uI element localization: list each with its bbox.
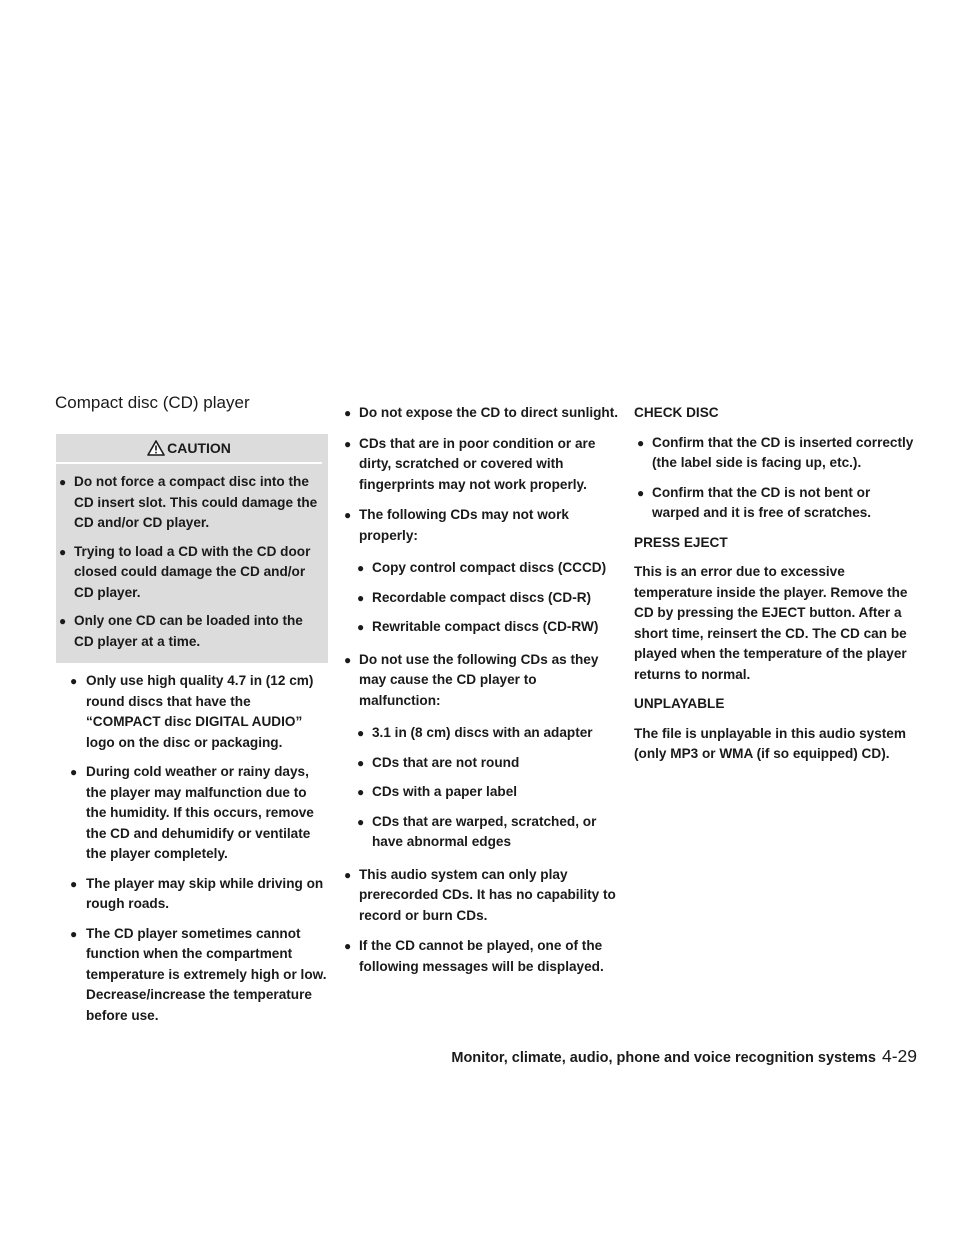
list-item: ● Do not use the following CDs as they may cause the CD player to malfunction: ● 3.1 in (8 cm) discs with an adapter ● CDs that are not round ● CDs with a paper label ● CDs that are warped, scratched, or have abnormal edges (341, 650, 620, 853)
bullet: ● (637, 485, 645, 500)
press-eject-heading: PRESS EJECT (634, 534, 728, 550)
bullet: ● (344, 406, 352, 420)
unplayable-heading: UNPLAYABLE (634, 696, 725, 711)
bullet: ● (637, 435, 645, 450)
bullet: ● (70, 876, 78, 891)
list-item: ● This audio system can only play prerecorded CDs. It has no capability to record or burn CDs. (344, 866, 616, 923)
sub-list-item: ● CDs that are not round (341, 753, 620, 774)
bullet: ● (357, 590, 365, 605)
list-item: ● Only use high quality 4.7 in (12 cm) round discs that have the “COMPACT disc DIGITAL AUDIO” logo on the disc or packaging. (70, 673, 314, 750)
sub-list-item: ● 3.1 in (8 cm) discs with an adapter (341, 723, 620, 744)
bullet: ● (344, 652, 352, 667)
list-item: ● CDs that are in poor condition or are dirty, scratched or covered with fingerprints may not work properly. (344, 435, 596, 492)
column-2 (341, 403, 620, 987)
section-title: Compact disc (CD) player (55, 393, 250, 412)
list-item: ● The CD player sometimes cannot function when the compartment temperature is extremely high or low. Decrease/increase the temperature before use. (70, 925, 327, 1023)
bullet: ● (70, 926, 78, 941)
sub-list-item: ● CDs with a paper label (341, 782, 620, 803)
bullet: ● (344, 508, 352, 522)
list-item: ● During cold weather or rainy days, the player may malfunction due to the humidity. If this occurs, remove the CD and dehumidify or ventilate the player completely. (70, 764, 314, 861)
sub-list-item: ● CDs that are warped, scratched, or have abnormal edges (357, 813, 597, 849)
bullet: ● (59, 614, 67, 628)
list-item: ● Do not expose the CD to direct sunlight. (341, 403, 620, 424)
bullet: ● (357, 814, 365, 829)
list-item: ● Confirm that the CD is not bent or warped and it is free of scratches. (637, 484, 872, 520)
bullet: ● (70, 765, 78, 779)
bullet: ● (70, 674, 78, 688)
sub-list-item: ● Recordable compact discs (CD-R) (341, 588, 620, 609)
check-disc-heading: CHECK DISC (634, 405, 719, 420)
list-item: ● The following CDs may not work properly: ● Copy control compact discs (CCCD) ● Recordable compact discs (CD-R) ● Rewritable compact discs (CD-RW) (341, 505, 620, 638)
press-eject-text: This is an error due to excessive temperature inside the player. Remove the CD by pressing the EJECT button. After a short time, reinsert the CD. The CD can be played when the temperature of the player returns to normal. (634, 564, 908, 682)
sub-list-item: ● Copy control compact discs (CCCD) (341, 558, 620, 579)
bullet: ● (344, 867, 352, 882)
bullet: ● (344, 939, 352, 953)
caution-header (56, 434, 322, 464)
sub-list-item: ● Rewritable compact discs (CD-RW) (341, 617, 620, 638)
bullet: ● (357, 726, 365, 740)
caution-item: ● Only one CD can be loaded into the CD player at a time. (59, 613, 303, 649)
caution-box (56, 434, 328, 663)
page-footer (427, 1046, 917, 1067)
bullet: ● (357, 620, 365, 634)
caution-item: ● Do not force a compact disc into the CD insert slot. This could damage the CD and/or CD player. (59, 474, 318, 530)
list-item: ● If the CD cannot be played, one of the following messages will be displayed. (344, 938, 604, 974)
bullet: ● (59, 544, 67, 559)
warning-icon (147, 440, 165, 456)
caution-item: ● Trying to load a CD with the CD door closed could damage the CD and/or CD player. (59, 543, 311, 600)
bullet: ● (357, 561, 365, 575)
bullet: ● (344, 436, 352, 451)
bullet: ● (357, 755, 365, 770)
column-3 (634, 403, 914, 774)
list-item: ● The player may skip while driving on rough roads. (70, 875, 324, 911)
page-number: 4-29 (881, 1046, 917, 1066)
bullet: ● (357, 785, 365, 799)
list-item: ● Confirm that the CD is inserted correctly (the label side is facing up, etc.). (637, 434, 914, 470)
caution-label: CAUTION (167, 439, 231, 456)
bullet: ● (59, 475, 67, 489)
chapter-title: Monitor, climate, audio, phone and voice recognition systems (451, 1050, 876, 1066)
unplayable-text: The file is unplayable in this audio system (only MP3 or WMA (if so equipped) CD). (634, 725, 906, 761)
column-1 (56, 392, 328, 1035)
